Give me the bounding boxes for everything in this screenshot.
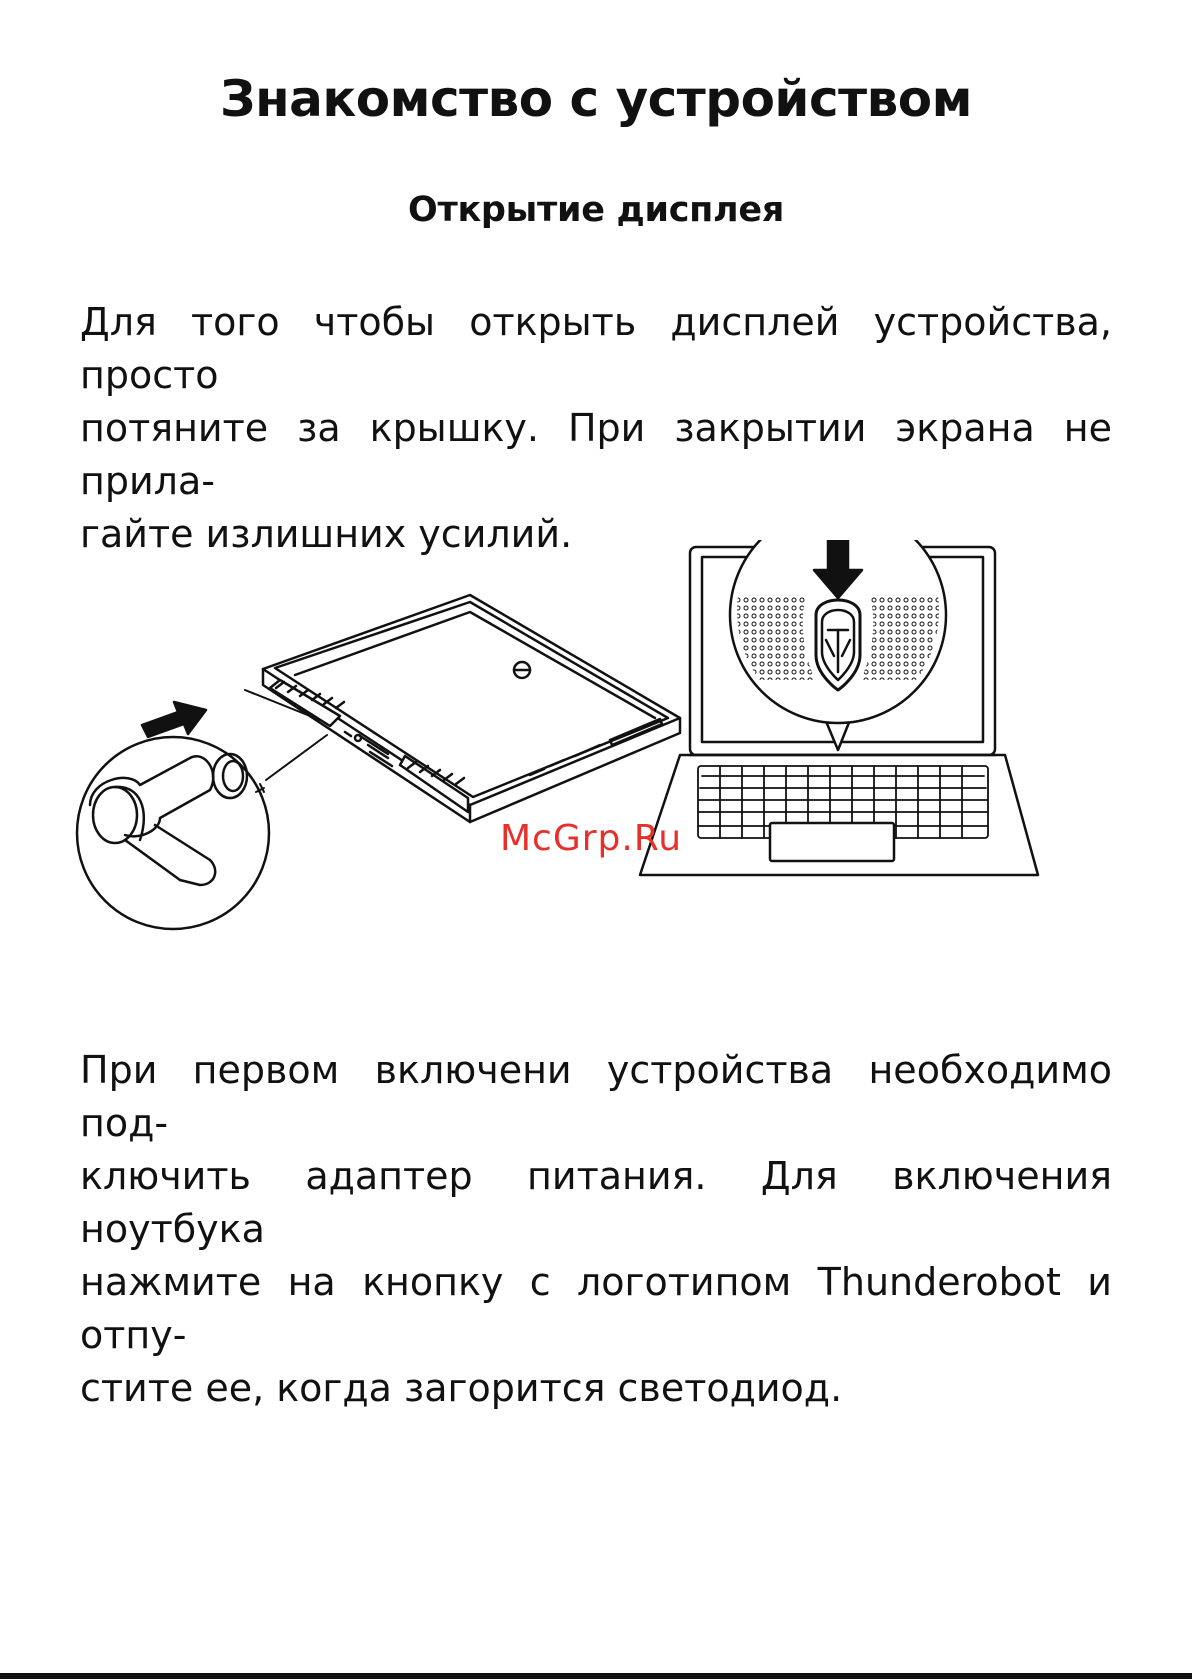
section-heading: Открытие дисплея xyxy=(408,190,784,230)
page-bottom-rule xyxy=(0,1673,1192,1679)
watermark: McGrp.Ru xyxy=(500,818,683,859)
paragraph-power-on xyxy=(80,1044,1112,1415)
insert-arrow-icon xyxy=(142,702,206,737)
paragraph-line: стите ее, когда загорится светодиод. xyxy=(80,1366,843,1410)
laptop-illustration xyxy=(70,540,1120,960)
paragraph-line: При первом включени устройства необходимо под- xyxy=(80,1048,1112,1145)
closed-laptop xyxy=(263,595,680,822)
paragraph-line: потяните за крышку. При закрытии экрана не прила- xyxy=(80,406,1112,503)
paragraph-line: гайте излишних усилий. xyxy=(80,512,573,556)
open-laptop xyxy=(640,540,1038,875)
paragraph-line: нажмите на кнопку с логотипом Thunderobot и отпу- xyxy=(80,1260,1112,1357)
paragraph-line: ключить адаптер питания. Для включения ноутбука xyxy=(80,1154,1112,1251)
paragraph-line: Для того чтобы открыть дисплей устройства, просто xyxy=(80,300,1112,397)
page-title: Знакомство с устройством xyxy=(220,70,972,128)
power-plug-zoom xyxy=(77,690,327,929)
paragraph-open-display xyxy=(80,296,1112,561)
